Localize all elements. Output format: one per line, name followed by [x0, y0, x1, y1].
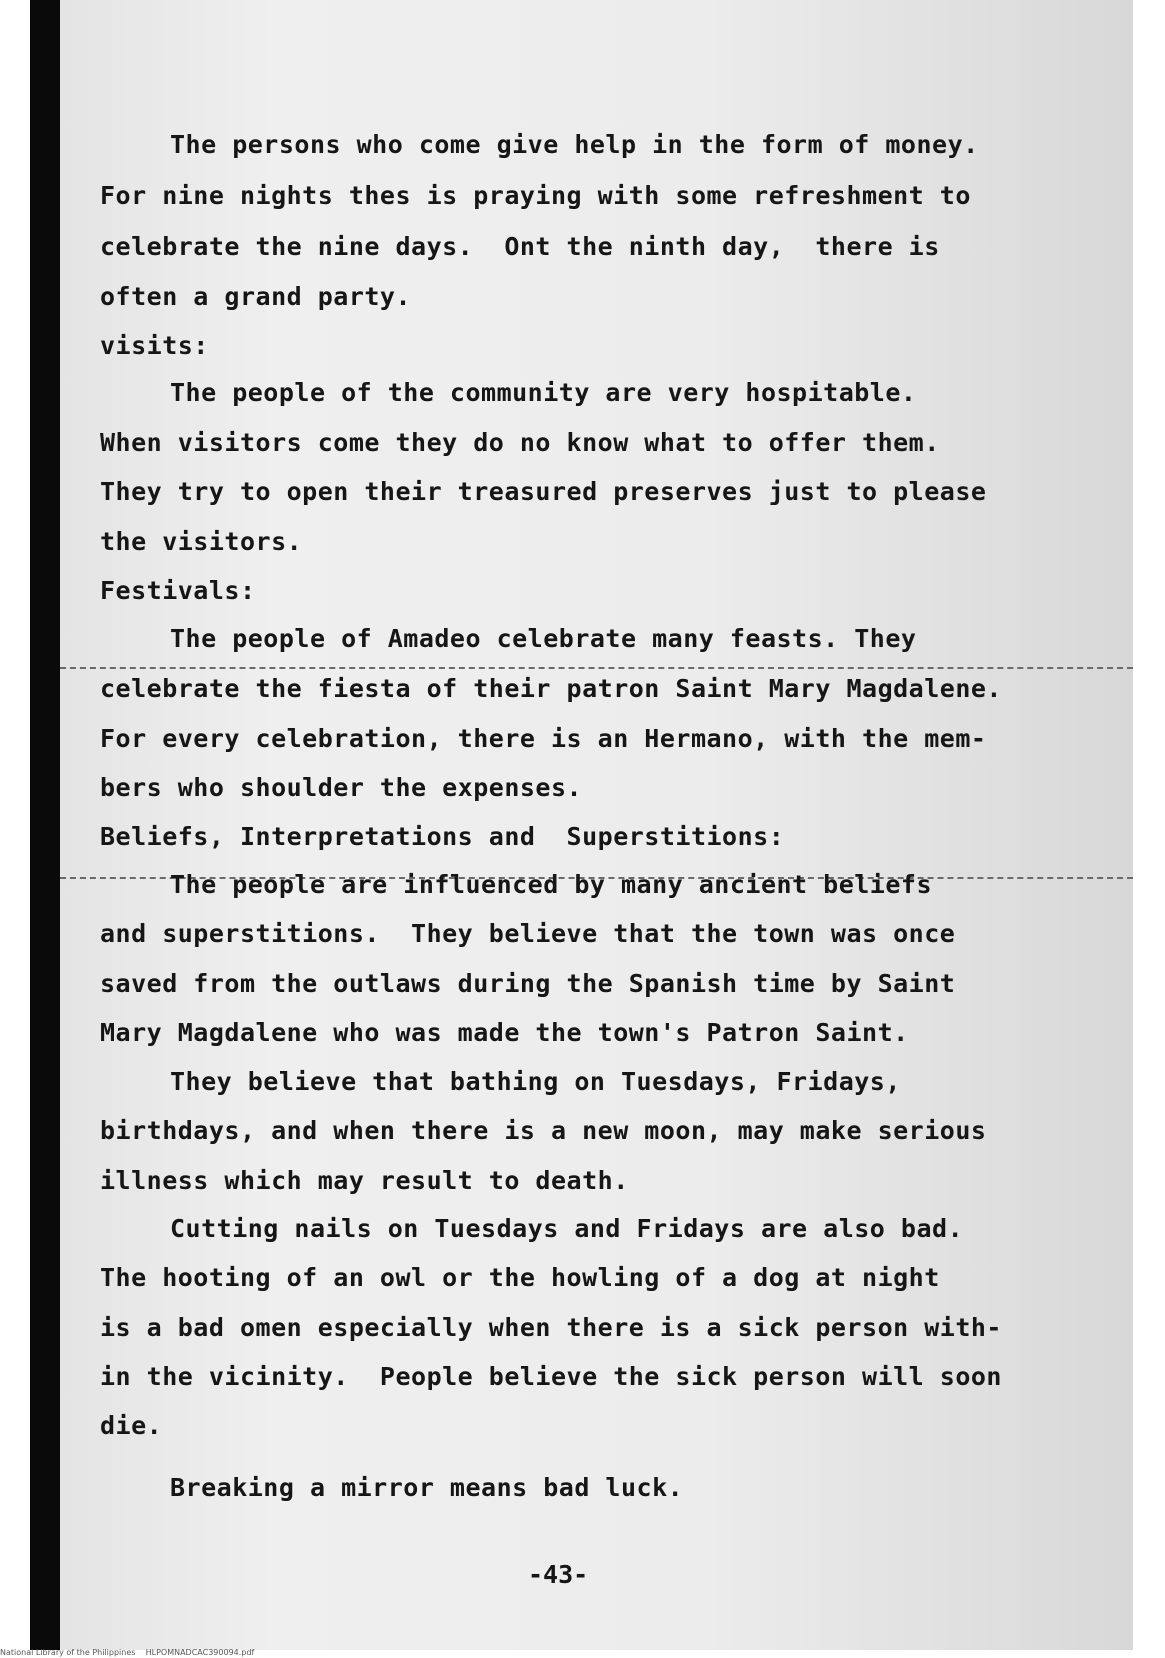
text-line: birthdays, and when there is a new moon, may make serious — [100, 1116, 987, 1145]
text-line: is a bad omen especially when there is a sick person with- — [100, 1313, 1002, 1342]
section-heading-beliefs: Beliefs, Interpretations and Superstitions: — [100, 822, 785, 851]
text-line: die. — [100, 1411, 163, 1440]
text-line: in the vicinity. People believe the sick person will soon — [100, 1362, 1002, 1391]
section-heading-festivals: Festivals: — [100, 576, 256, 605]
text-line: bers who shoulder the expenses. — [100, 773, 583, 802]
text-line: and superstitions. They believe that the town was once — [100, 919, 956, 948]
text-line: often a grand party. — [100, 282, 412, 311]
text-line: The people are influenced by many ancient beliefs — [170, 870, 933, 899]
text-line: For every celebration, there is an Hermano, with the mem- — [100, 724, 987, 753]
text-line: Mary Magdalene who was made the town's Patron Saint. — [100, 1018, 909, 1047]
text-line: celebrate the nine days. Ont the ninth day, there is — [100, 232, 940, 261]
text-line: When visitors come they do no know what to offer them. — [100, 428, 940, 457]
text-line: For nine nights thes is praying with some refreshment to — [100, 181, 971, 210]
page-number: -43- — [528, 1560, 589, 1589]
text-line: Cutting nails on Tuesdays and Fridays are also bad. — [170, 1214, 964, 1243]
text-line: They believe that bathing on Tuesdays, Fridays, — [170, 1067, 901, 1096]
text-line: The people of Amadeo celebrate many feasts. They — [170, 624, 917, 653]
text-line: The hooting of an owl or the howling of a dog at night — [100, 1263, 940, 1292]
text-line: celebrate the fiesta of their patron Saint Mary Magdalene. — [100, 674, 1002, 703]
text-line: Breaking a mirror means bad luck. — [170, 1473, 684, 1502]
text-line: illness which may result to death. — [100, 1166, 629, 1195]
text-line: saved from the outlaws during the Spanish time by Saint — [100, 969, 956, 998]
text-line: the visitors. — [100, 527, 303, 556]
text-line: They try to open their treasured preserves just to please — [100, 477, 987, 506]
text-line: The people of the community are very hospitable. — [170, 378, 917, 407]
scan-footer: National Library of the Philippines HLPOMNADCAC390094.pdf — [0, 1648, 255, 1657]
text-line: The persons who come give help in the form of money. — [170, 130, 979, 159]
section-heading-visits: visits: — [100, 331, 209, 360]
